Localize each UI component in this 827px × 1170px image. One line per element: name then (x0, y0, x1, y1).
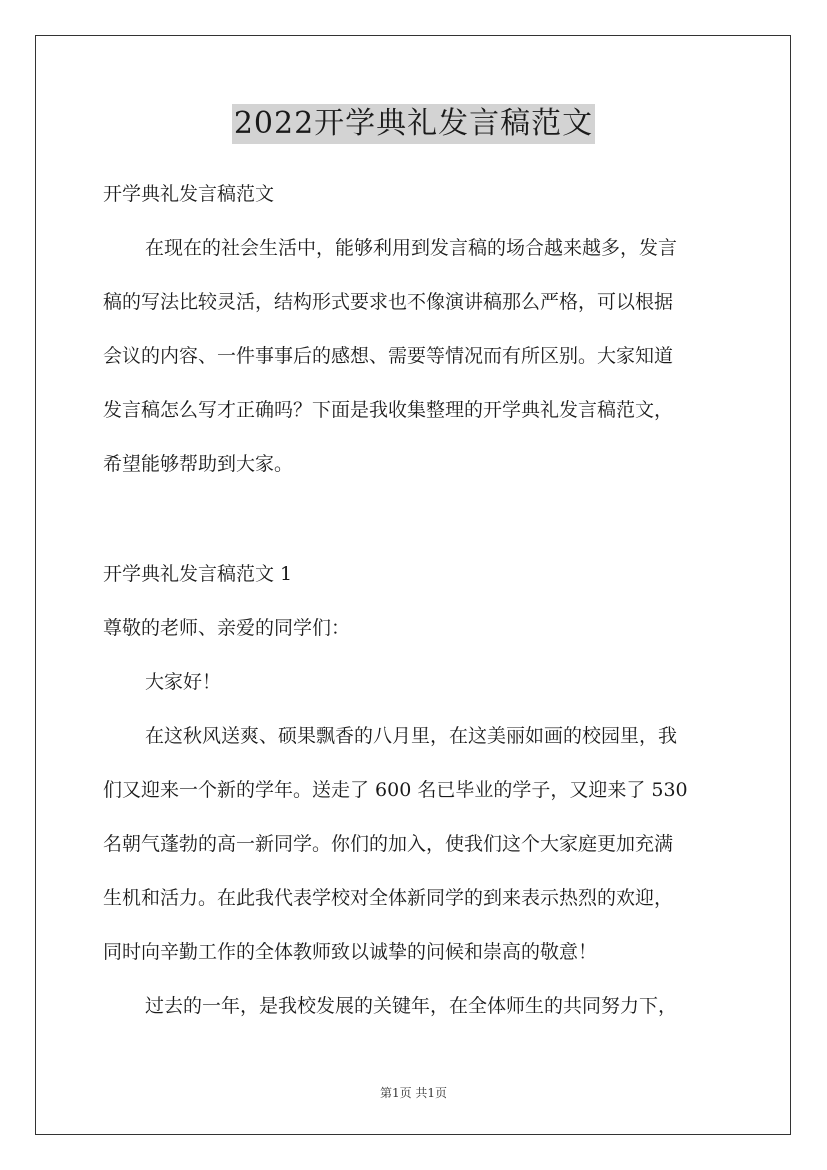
body-line: 们又迎来一个新的学年。送走了 600 名已毕业的学子，又迎来了 530 (103, 779, 688, 801)
body-line: 在这秋风送爽、硕果飘香的八月里，在这美丽如画的校园里，我 (145, 725, 678, 747)
body-line: 名朝气蓬勃的高一新同学。你们的加入，使我们这个大家庭更加充满 (103, 833, 674, 855)
body-line: 过去的一年，是我校发展的关键年，在全体师生的共同努力下， (145, 995, 678, 1017)
page-number-footer: 第1页 共1页 (379, 1086, 448, 1100)
intro-line: 稿的写法比较灵活，结构形式要求也不像演讲稿那么严格，可以根据 (103, 291, 674, 313)
intro-line: 会议的内容、一件事事后的感想、需要等情况而有所区别。大家知道 (103, 345, 674, 367)
document-heading: 开学典礼发言稿范文 (103, 183, 275, 205)
intro-line: 希望能够帮助到大家。 (103, 453, 294, 475)
title-container (0, 104, 827, 144)
intro-line: 在现在的社会生活中，能够利用到发言稿的场合越来越多，发言 (145, 237, 678, 259)
body-line: 同时向辛勤工作的全体教师致以诚挚的问候和崇高的敬意！ (103, 941, 598, 963)
section-title: 开学典礼发言稿范文 1 (103, 563, 293, 585)
salutation: 尊敬的老师、亲爱的同学们： (103, 617, 351, 639)
greeting: 大家好！ (145, 671, 222, 693)
intro-line: 发言稿怎么写才正确吗？下面是我收集整理的开学典礼发言稿范文， (103, 399, 674, 421)
body-line: 生机和活力。在此我代表学校对全体新同学的到来表示热烈的欢迎， (103, 887, 674, 909)
document-title: 2022开学典礼发言稿范文 (232, 104, 595, 144)
